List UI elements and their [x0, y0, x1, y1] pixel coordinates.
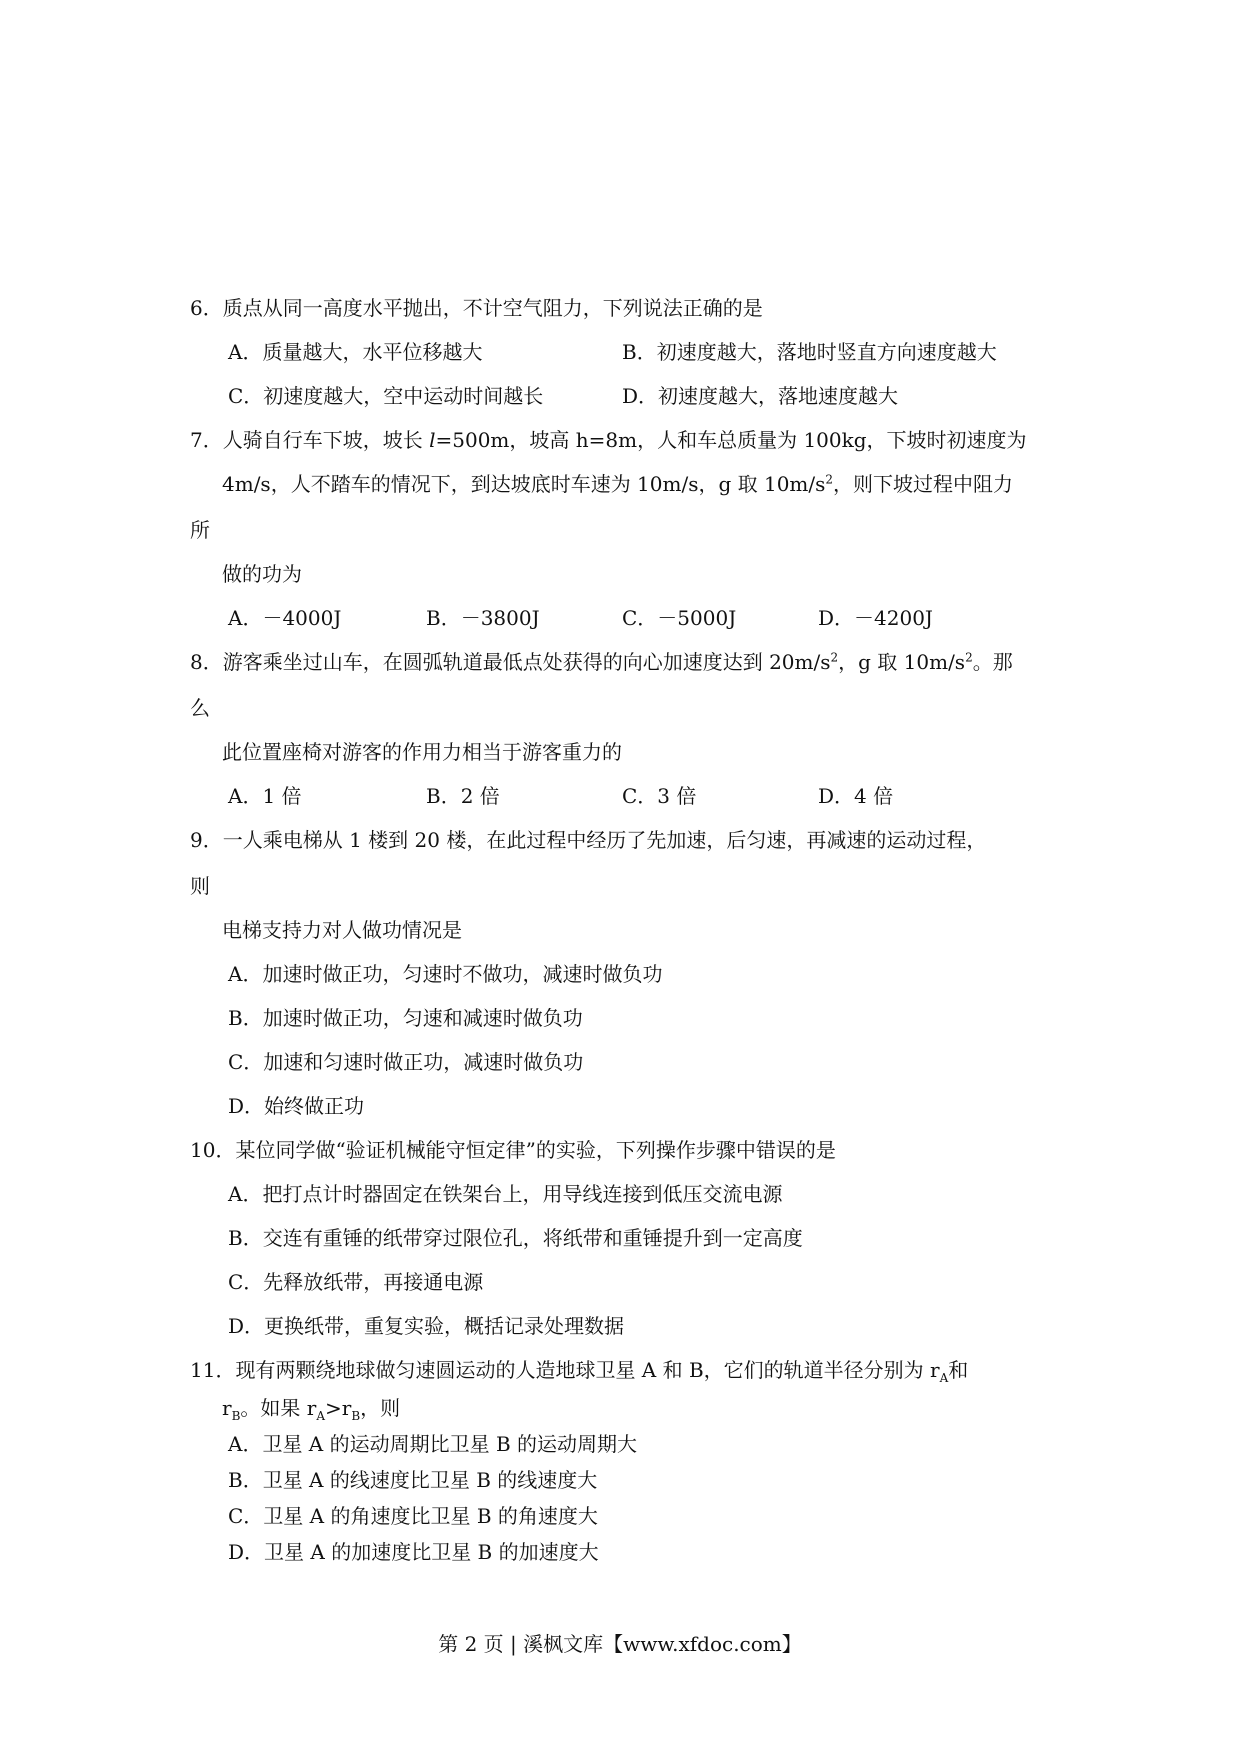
q9-option-d: D．始终做正功: [228, 1094, 365, 1118]
q9-stem-line3: 电梯支持力对人做功情况是: [222, 918, 462, 942]
q8-option-d: D．4 倍: [818, 784, 894, 808]
q11-option-b: B．卫星 A 的线速度比卫星 B 的线速度大: [228, 1468, 598, 1492]
q7-stem-line4: 做的功为: [222, 562, 302, 586]
q7-option-d: D．－4200J: [818, 606, 933, 630]
q11-option-c: C．卫星 A 的角速度比卫星 B 的角速度大: [228, 1504, 598, 1528]
q10-option-c: C．先释放纸带，再接通电源: [228, 1270, 484, 1294]
q6-option-a: A．质量越大，水平位移越大: [228, 340, 483, 364]
q6-stem: 6．质点从同一高度水平抛出，不计空气阻力，下列说法正确的是: [190, 296, 763, 320]
q7-stem-line2: 4m/s，人不踏车的情况下，到达坡底时车速为 10m/s，g 取 $10m/s^2$，则下坡过程中阻力: [222, 472, 1014, 496]
q9-stem-line2: 则: [190, 874, 210, 898]
q9-option-c: C．加速和匀速时做正功，减速时做负功: [228, 1050, 584, 1074]
q10-stem: 10．某位同学做“验证机械能守恒定律”的实验，下列操作步骤中错误的是: [190, 1138, 836, 1162]
q11-stem: 11．现有两颗绕地球做匀速圆运动的人造地球卫星 A 和 B，它们的轨道半径分别为 $r_A$和: [190, 1358, 969, 1385]
q11-stem-line2: $r_B$。如果 $r_A>r_B$，则: [222, 1396, 401, 1423]
q9-option-a: A．加速时做正功，匀速时不做功，减速时做负功: [228, 962, 663, 986]
q10-option-d: D．更换纸带，重复实验，概括记录处理数据: [228, 1314, 625, 1338]
page-footer: 第 2 页 | 溪枫文库【www.xfdoc.com】: [438, 1632, 802, 1656]
q7-stem: 7．人骑自行车下坡，坡长 l=500m，坡高 h=8m，人和车总质量为 100kg，下坡时初速度为: [190, 428, 1027, 452]
q7-stem-line3: 所: [190, 518, 210, 542]
q9-stem: 9．一人乘电梯从 1 楼到 20 楼，在此过程中经历了先加速，后匀速，再减速的运动过程，: [190, 828, 987, 852]
q8-option-b: B．2 倍: [426, 784, 500, 808]
q8-stem: 8．游客乘坐过山车，在圆弧轨道最低点处获得的向心加速度达到 $20m/s^2$，g 取 $10m/s^2$。那: [190, 650, 1013, 674]
q11-option-a: A．卫星 A 的运动周期比卫星 B 的运动周期大: [228, 1432, 638, 1456]
q9-option-b: B．加速时做正功，匀速和减速时做负功: [228, 1006, 583, 1030]
q8-option-a: A．1 倍: [228, 784, 302, 808]
q8-stem-line3: 此位置座椅对游客的作用力相当于游客重力的: [222, 740, 622, 764]
q7-option-c: C．－5000J: [622, 606, 737, 630]
q10-option-b: B．交连有重锤的纸带穿过限位孔，将纸带和重锤提升到一定高度: [228, 1226, 803, 1250]
q6-option-b: B．初速度越大，落地时竖直方向速度越大: [622, 340, 997, 364]
q7-option-a: A．－4000J: [228, 606, 342, 630]
q8-stem-line2: 么: [190, 696, 210, 720]
q7-option-b: B．－3800J: [426, 606, 540, 630]
q11-option-d: D．卫星 A 的加速度比卫星 B 的加速度大: [228, 1540, 599, 1564]
q8-option-c: C．3 倍: [622, 784, 697, 808]
q10-option-a: A．把打点计时器固定在铁架台上，用导线连接到低压交流电源: [228, 1182, 783, 1206]
q6-option-c: C．初速度越大，空中运动时间越长: [228, 384, 544, 408]
q6-option-d: D．初速度越大，落地速度越大: [622, 384, 899, 408]
